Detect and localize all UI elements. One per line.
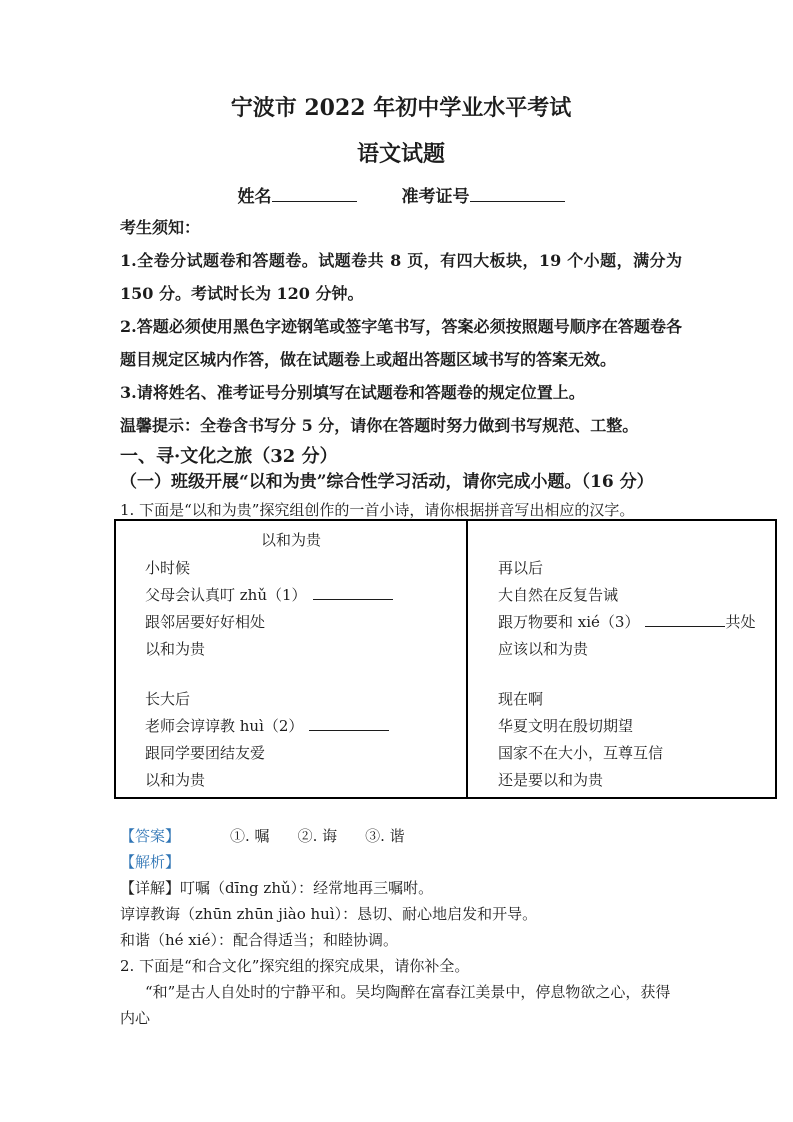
poem-line: 小时候 bbox=[145, 559, 191, 577]
analysis-detail-1: 【详解】叮嘱（dīng zhǔ）：经常地再三嘱咐。 bbox=[120, 879, 434, 897]
poem-title: 以和为贵 bbox=[260, 531, 321, 549]
poem-stanza-3 bbox=[498, 555, 775, 663]
poem-stanza-1 bbox=[145, 555, 466, 663]
poem-line: 跟同学要团结友爱 bbox=[145, 744, 266, 762]
candidate-info-line bbox=[120, 183, 682, 211]
answer-section bbox=[120, 823, 682, 1031]
poem-left-column bbox=[116, 521, 468, 797]
name-label: 姓名 bbox=[237, 187, 272, 207]
poem-line: 以和为贵 bbox=[145, 771, 206, 789]
fill-blank-3 bbox=[645, 611, 725, 627]
question-1: 1. 下面是“以和为贵”探究组创作的一首小诗，请你根据拼音写出相应的汉字。 bbox=[120, 501, 635, 519]
question-2-intro: “和”是古人自处时的宁静平和。吴均陶醉在富春江美景中，停息物欲之心，获得内心 bbox=[120, 983, 671, 1027]
poem-line: 国家不在大小，互尊互信 bbox=[498, 744, 664, 762]
ticket-label: 准考证号 bbox=[401, 187, 470, 207]
poem-right-column bbox=[468, 521, 775, 797]
answer-item-3: ③. 谐 bbox=[365, 827, 405, 845]
analysis-label: 【解析】 bbox=[120, 853, 181, 871]
analysis-label-line bbox=[120, 849, 682, 875]
poem-box bbox=[114, 519, 777, 799]
section-subheading-task1: （一）班级开展“以和为贵”综合性学习活动，请你完成小题。（16 分） bbox=[120, 472, 654, 492]
notice-item-2: 2.答题必须使用黑色字迹钢笔或签字笔书写，答案必须按照题号顺序在答题卷各题目规定区城内作答，做在试题卷上或超出答题区域书写的答案无效。 bbox=[120, 317, 682, 369]
poem-stanza-4 bbox=[498, 686, 775, 794]
poem-line: 还是要以和为贵 bbox=[498, 771, 604, 789]
section-heading-part1: 一、寻·文化之旅（32 分） bbox=[120, 446, 338, 467]
poem-line-text: 共处 bbox=[725, 613, 756, 631]
answer-items bbox=[180, 827, 405, 845]
poem-line-text: 父母会认真叮 zhǔ（1） bbox=[145, 586, 307, 604]
poem-stanza-2 bbox=[145, 686, 466, 794]
poem-line: 应该以和为贵 bbox=[498, 640, 589, 658]
answer-item-1: ①. 嘱 bbox=[230, 827, 270, 845]
poem-line: 再以后 bbox=[498, 559, 544, 577]
notice-item-3: 3.请将姓名、准考证号分别填写在试题卷和答题卷的规定位置上。 bbox=[120, 383, 585, 402]
page-subtitle: 语文试题 bbox=[356, 141, 445, 167]
fill-blank-1 bbox=[313, 584, 393, 600]
poem-line-text: 老师会谆谆教 huì（2） bbox=[145, 717, 304, 735]
fill-blank-2 bbox=[309, 715, 389, 731]
poem-line: 大自然在反复告诫 bbox=[498, 586, 619, 604]
poem-line: 以和为贵 bbox=[145, 640, 206, 658]
poem-line bbox=[145, 713, 466, 740]
question-2: 2. 下面是“和合文化”探究组的探究成果，请你补全。 bbox=[120, 957, 470, 975]
notice-heading: 考生须知： bbox=[120, 218, 201, 237]
poem-line-text: 跟万物要和 xié（3） bbox=[498, 613, 640, 631]
poem-line: 现在啊 bbox=[498, 690, 544, 708]
poem-line bbox=[145, 582, 466, 609]
poem-line bbox=[498, 609, 775, 636]
notice-section bbox=[120, 211, 682, 442]
answer-label: 【答案】 bbox=[120, 827, 181, 845]
name-blank bbox=[272, 186, 357, 202]
poem-line: 长大后 bbox=[145, 690, 191, 708]
page-title: 宁波市 2022 年初中学业水平考试 bbox=[230, 95, 572, 121]
analysis-detail-2: 谆谆教诲（zhūn zhūn jiào huì）：恳切、耐心地启发和开导。 bbox=[120, 905, 538, 923]
notice-tip: 温馨提示：全卷含书写分 5 分，请你在答题时努力做到书写规范、工整。 bbox=[120, 416, 639, 435]
analysis-detail-3: 和谐（hé xié）：配合得适当；和睦协调。 bbox=[120, 931, 398, 949]
answer-item-2: ②. 诲 bbox=[297, 827, 338, 845]
poem-line: 华夏文明在殷切期望 bbox=[498, 717, 634, 735]
ticket-blank bbox=[470, 186, 565, 202]
notice-item-1: 1.全卷分试题卷和答题卷。试题卷共 8 页，有四大板块，19 个小题，满分为 150 分。考试时长为 120 分钟。 bbox=[120, 251, 682, 303]
poem-line: 跟邻居要好好相处 bbox=[145, 613, 266, 631]
answer-line bbox=[120, 823, 682, 849]
